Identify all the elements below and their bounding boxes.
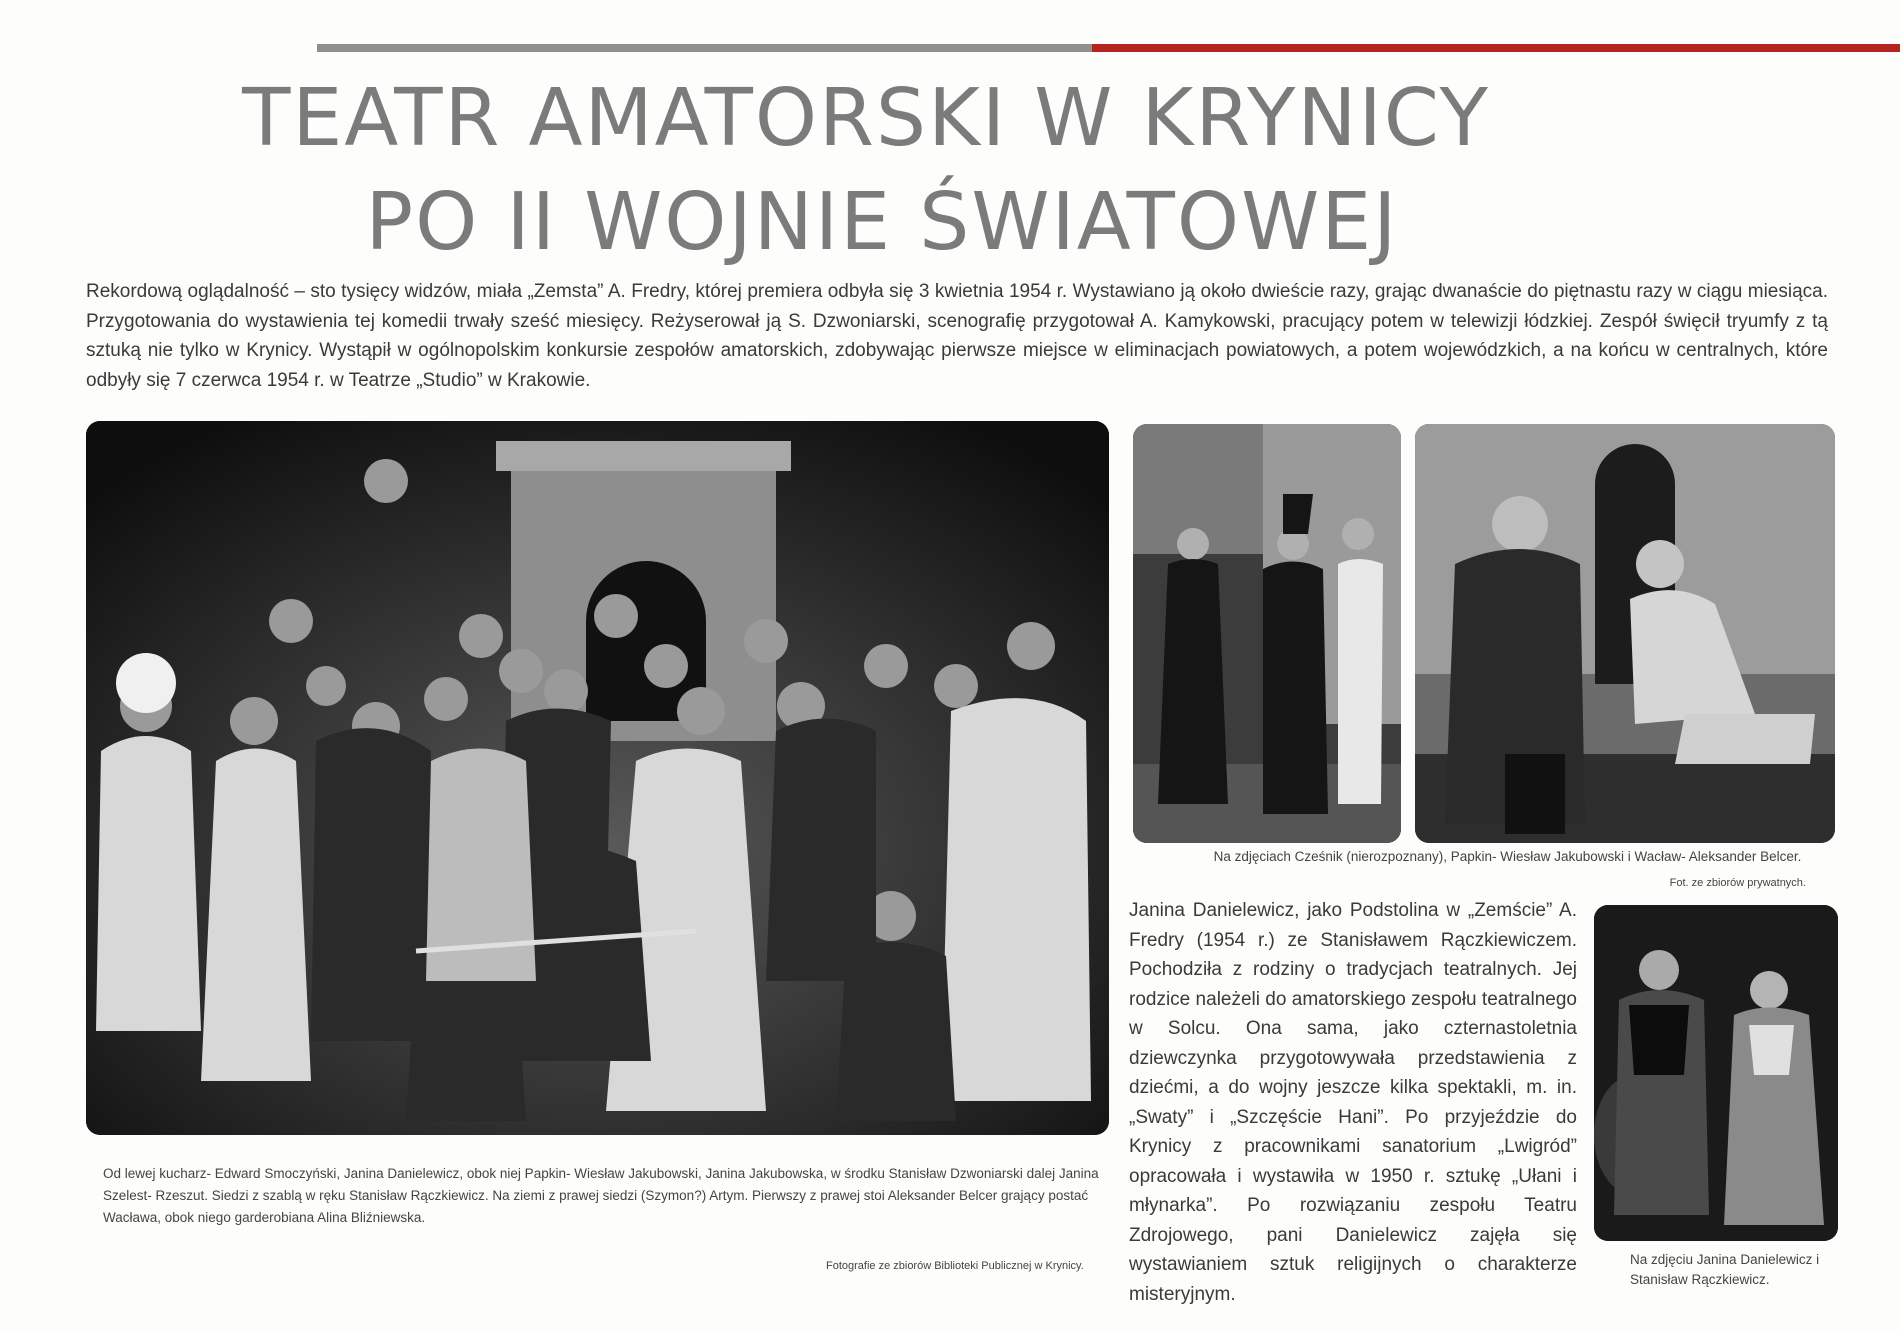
top-bar-gray bbox=[317, 44, 1092, 52]
group-photo-caption: Od lewej kucharz- Edward Smoczyński, Janina Danielewicz, obok niej Papkin- Wiesław Jakubowski, Janina Jakubowska, w środku Stanisław Dzwoniarski dalej Janina Szelest- Rzeszut. Siedzi z szablą w ręku Stanisław Rączkiewicz. Na ziemi z prawej siedzi (Szymon?) Artym. Pierwszy z prawej stoi Aleksander Belcer grający postać Wacława, obok niego garderobiana Alina Bliźniewska. bbox=[103, 1166, 1099, 1225]
scene-photos-source: Fot. ze zbiorów prywatnych. bbox=[1669, 877, 1806, 889]
title-line-1: TEATR AMATORSKI W KRYNICY bbox=[242, 72, 1490, 164]
top-bar-red bbox=[1092, 44, 1900, 52]
scene-photo-1 bbox=[1133, 424, 1401, 843]
group-photo bbox=[86, 421, 1109, 1135]
scene-photo-2 bbox=[1415, 424, 1835, 843]
intro-paragraph: Rekordową oglądalność – sto tysięcy widzów, miała „Zemsta” A. Fredry, której premiera odbyła się 3 kwietnia 1954 r. Wystawiano ją około dwieście razy, grając dwanaście do piętnastu razy w ciągu miesiąca. Przygotowania do wystawienia tej komedii trwały sześć miesięcy. Reżyserował ją S. Dzwoniarski, scenografię przygotował A. Kamykowski, pracujący potem w telewizji łódzkiej. Zespół święcił tryumfy z tą sztuką nie tylko w Krynicy. Wystąpił w ogólnopolskim konkursie zespołów amatorskich, zdobywając pierwsze miejsce w eliminacjach powiatowych, a potem wojewódzkich, a na końcu w centralnych, które odbyły się 7 czerwca 1954 r. w Teatrze „Studio” w Krakowie. bbox=[86, 281, 1828, 391]
portrait-photo bbox=[1594, 905, 1838, 1241]
bio-paragraph: Janina Danielewicz, jako Podstolina w „Zemście” A. Fredry (1954 r.) ze Stanisławem Rączkiewiczem. Pochodziła z rodziny o tradycjach teatralnych. Jej rodzice należeli do amatorskiego zespołu teatralnego w Solcu. Ona sama, jako czternastoletnia dziewczynka przygotowywała przedstawienia z dziećmi, a do wojny jeszcze kilka spektakli, m. in. „Swaty” i „Szczęście Hani”. Po przyjeździe do Krynicy z pracownikami sanatorium „Lwigród” opracowała i wystawiła w 1950 r. sztukę „Ułani i młynarka”. Po rozwiązaniu zespołu Teatru Zdrojowego, pani Danielewicz zajęła się wystawianiem sztuk religijnych o charakterze misteryjnym. bbox=[1129, 900, 1577, 1305]
portrait-photo-caption: Na zdjęciu Janina Danielewicz i Stanisław Rączkiewicz. bbox=[1630, 1252, 1820, 1287]
page-title bbox=[0, 66, 1900, 274]
scene-photos-caption: Na zdjęciach Cześnik (nierozpoznany), Papkin- Wiesław Jakubowski i Wacław- Aleksander Belcer. bbox=[1213, 849, 1802, 864]
title-line-2: PO II WOJNIE ŚWIATOWEJ bbox=[365, 176, 1399, 268]
group-photo-source: Fotografie ze zbiorów Biblioteki Publicznej w Krynicy. bbox=[826, 1260, 1084, 1272]
